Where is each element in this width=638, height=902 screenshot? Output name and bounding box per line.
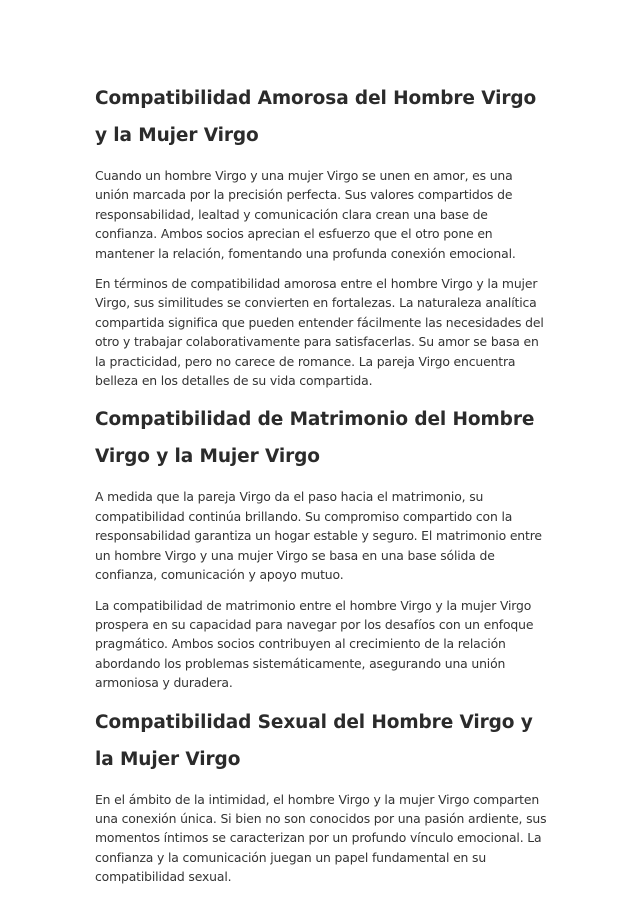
section-love bbox=[95, 80, 547, 390]
section-paragraph: En términos de compatibilidad amorosa entre el hombre Virgo y la mujer Virgo, sus similitudes se convierten en fortalezas. La naturaleza analítica compartida significa que pueden entender fácilmente las necesidades del otro y trabajar colaborativamente para satisfacerlas. Su amor se basa en la practicidad, pero no carece de romance. La pareja Virgo encuentra belleza en los detalles de su vida compartida. bbox=[95, 276, 544, 389]
section-heading: Compatibilidad Amorosa del Hombre Virgo y la Mujer Virgo bbox=[95, 88, 537, 146]
section-paragraph: Cuando un hombre Virgo y una mujer Virgo se unen en amor, es una unión marcada por la precisión perfecta. Sus valores compartidos de responsabilidad, lealtad y comunicación clara crean una base de confianza. Ambos socios aprecian el esfuerzo que el otro pone en mantener la relación, fomentando una profunda conexión emocional. bbox=[95, 168, 516, 261]
section-paragraph: La compatibilidad de matrimonio entre el hombre Virgo y la mujer Virgo prospera en su capacidad para navegar por los desafíos con un enfoque pragmático. Ambos socios contribuyen al crecimiento de la relación abordando los problemas sistemáticamente, asegurando una unión armoniosa y duradera. bbox=[95, 597, 534, 691]
section-marriage bbox=[95, 401, 547, 692]
section-heading: Compatibilidad Sexual del Hombre Virgo y la Mujer Virgo bbox=[95, 711, 533, 770]
section-paragraph: En el ámbito de la intimidad, el hombre Virgo y la mujer Virgo comparten una conexión única. Si bien no son conocidos por una pasión ardiente, sus momentos íntimos se caracterizan por un profundo vínculo emocional. La confianza y la comunicación juegan un papel fundamental en su compatibilidad sexual. bbox=[95, 791, 547, 885]
section-heading: Compatibilidad de Matrimonio del Hombre Virgo y la Mujer Virgo bbox=[95, 409, 535, 468]
section-paragraph: A medida que la pareja Virgo da el paso hacia el matrimonio, su compatibilidad continúa brillando. Su compromiso compartido con la responsabilidad garantiza un hogar estable y seguro. El matrimonio entre un hombre Virgo y una mujer Virgo se basa en una base sólida de confianza, comunicación y apoyo mutuo. bbox=[95, 489, 542, 583]
section-sexual bbox=[95, 704, 547, 887]
document-page bbox=[95, 80, 547, 898]
